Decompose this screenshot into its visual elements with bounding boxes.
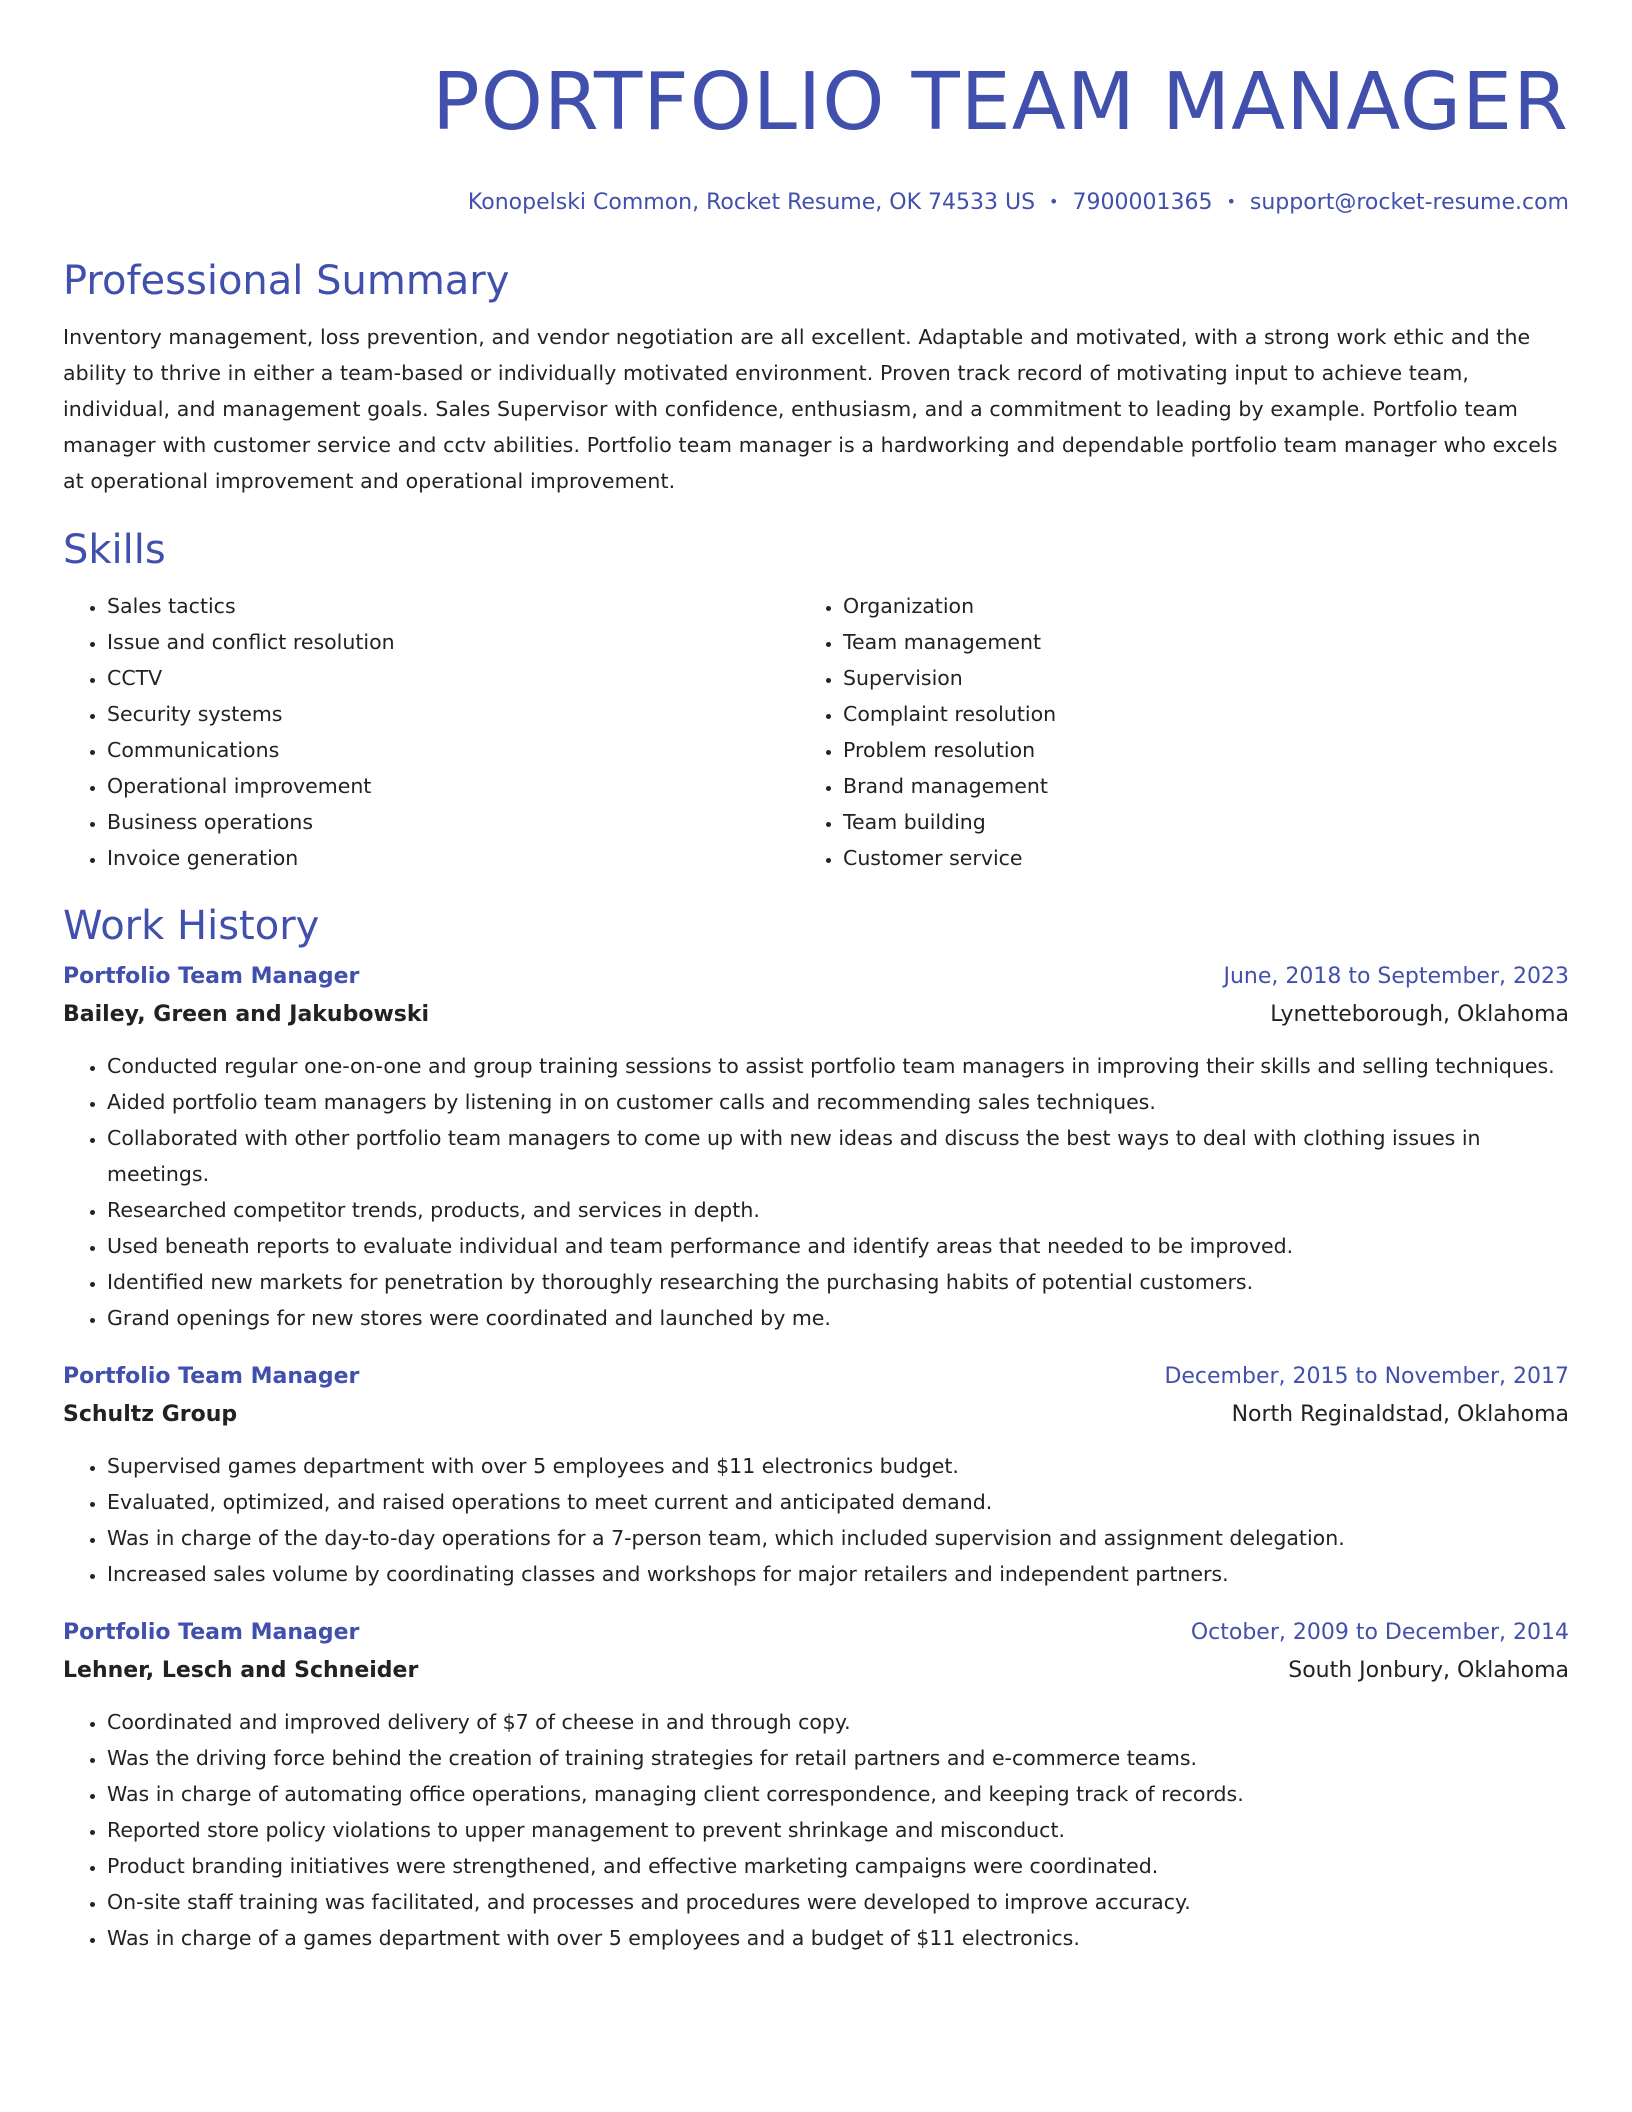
contact-line bbox=[63, 188, 1569, 217]
job-bullet: • Identified new markets for penetration by thoroughly researching the purchasing habits of potential customers. bbox=[107, 1264, 1569, 1300]
job-header bbox=[63, 1358, 1569, 1396]
job-bullet: • Aided portfolio team managers by listening in on customer calls and recommending sales techniques. bbox=[107, 1084, 1569, 1120]
job-entry bbox=[63, 1614, 1569, 1956]
job-company: Schultz Group bbox=[63, 1402, 238, 1427]
skill-item: • CCTV bbox=[107, 660, 799, 696]
job-bullets bbox=[63, 1704, 1569, 1956]
separator-dot: • bbox=[1226, 192, 1236, 211]
resume-name: PORTFOLIO TEAM MANAGER bbox=[432, 56, 1569, 148]
job-title: Portfolio Team Manager bbox=[63, 964, 360, 989]
job-title: Portfolio Team Manager bbox=[63, 1620, 360, 1645]
job-location: South Jonbury, Oklahoma bbox=[1288, 1658, 1569, 1683]
skill-item: • Organization bbox=[843, 588, 1559, 624]
job-bullet: • Reported store policy violations to upper management to prevent shrinkage and misconduct. bbox=[107, 1812, 1569, 1848]
skills-column-right bbox=[799, 588, 1559, 876]
job-bullets bbox=[63, 1448, 1569, 1592]
job-bullet: • Used beneath reports to evaluate individual and team performance and identify areas that needed to be improved. bbox=[107, 1228, 1569, 1264]
job-bullet: • On-site staff training was facilitated, and processes and procedures were developed to improve accuracy. bbox=[107, 1884, 1569, 1920]
skill-item: • Issue and conflict resolution bbox=[107, 624, 799, 660]
job-company: Lehner, Lesch and Schneider bbox=[63, 1658, 419, 1683]
contact-email: support@rocket-resume.com bbox=[1249, 190, 1569, 215]
skill-item: • Operational improvement bbox=[107, 768, 799, 804]
skill-item: • Security systems bbox=[107, 696, 799, 732]
summary-text: Inventory management, loss prevention, and vendor negotiation are all excellent. Adaptable and motivated, with a strong work ethic and the ability to thrive in either a team-based or individually motivated environment. Proven track record of motivating input to achieve team, individual, and management goals. Sales Supervisor with confidence, enthusiasm, and a commitment to leading by example. Portfolio team manager with customer service and cctv abilities. Portfolio team manager is a hardworking and dependable portfolio team manager who excels at operational improvement and operational improvement. bbox=[63, 325, 1558, 493]
job-bullet: • Evaluated, optimized, and raised operations to meet current and anticipated demand. bbox=[107, 1484, 1569, 1520]
job-location: North Reginaldstad, Oklahoma bbox=[1231, 1402, 1569, 1427]
job-bullet: • Conducted regular one-on-one and group training sessions to assist portfolio team managers in improving their skills and selling techniques. bbox=[107, 1048, 1569, 1084]
job-bullet: • Increased sales volume by coordinating classes and workshops for major retailers and independent partners. bbox=[107, 1556, 1569, 1592]
job-location: Lynetteborough, Oklahoma bbox=[1270, 1002, 1569, 1027]
skill-item: • Problem resolution bbox=[843, 732, 1559, 768]
skill-item: • Customer service bbox=[843, 840, 1559, 876]
work-history-heading: Work History bbox=[63, 903, 320, 949]
contact-address: Konopelski Common, Rocket Resume, OK 74533 US bbox=[467, 190, 1036, 215]
skill-item: • Supervision bbox=[843, 660, 1559, 696]
job-subheader bbox=[63, 1652, 1569, 1690]
job-header bbox=[63, 958, 1569, 996]
skills-heading: Skills bbox=[63, 527, 166, 573]
separator-dot: • bbox=[1049, 192, 1059, 211]
job-dates: October, 2009 to December, 2014 bbox=[1190, 1620, 1569, 1645]
summary-heading: Professional Summary bbox=[63, 258, 510, 304]
job-bullet: • Collaborated with other portfolio team managers to come up with new ideas and discuss the best ways to deal with clothing issues in meetings. bbox=[107, 1120, 1569, 1192]
job-dates: June, 2018 to September, 2023 bbox=[1223, 964, 1569, 989]
job-header bbox=[63, 1614, 1569, 1652]
skill-item: • Team building bbox=[843, 804, 1559, 840]
job-bullet: • Was in charge of a games department with over 5 employees and a budget of $11 electronics. bbox=[107, 1920, 1569, 1956]
skill-item: • Complaint resolution bbox=[843, 696, 1559, 732]
job-bullet: • Was in charge of automating office operations, managing client correspondence, and keeping track of records. bbox=[107, 1776, 1569, 1812]
skill-item: • Business operations bbox=[107, 804, 799, 840]
job-subheader bbox=[63, 996, 1569, 1034]
job-bullet: • Product branding initiatives were strengthened, and effective marketing campaigns were coordinated. bbox=[107, 1848, 1569, 1884]
job-dates: December, 2015 to November, 2017 bbox=[1164, 1364, 1569, 1389]
job-title: Portfolio Team Manager bbox=[63, 1364, 360, 1389]
skill-item: • Invoice generation bbox=[107, 840, 799, 876]
job-bullet: • Supervised games department with over 5 employees and $11 electronics budget. bbox=[107, 1448, 1569, 1484]
job-bullet: • Was in charge of the day-to-day operations for a 7-person team, which included supervision and assignment delegation. bbox=[107, 1520, 1569, 1556]
job-company: Bailey, Green and Jakubowski bbox=[63, 1002, 430, 1027]
job-bullet: • Was the driving force behind the creation of training strategies for retail partners and e-commerce teams. bbox=[107, 1740, 1569, 1776]
job-bullets bbox=[63, 1048, 1569, 1336]
skill-item: • Brand management bbox=[843, 768, 1559, 804]
skill-item: • Sales tactics bbox=[107, 588, 799, 624]
skills-column-left bbox=[63, 588, 799, 876]
job-bullet: • Researched competitor trends, products, and services in depth. bbox=[107, 1192, 1569, 1228]
contact-phone: 7900001365 bbox=[1072, 190, 1213, 215]
job-entry bbox=[63, 1358, 1569, 1592]
job-subheader bbox=[63, 1396, 1569, 1434]
job-bullet: • Coordinated and improved delivery of $7 of cheese in and through copy. bbox=[107, 1704, 1569, 1740]
job-bullet: • Grand openings for new stores were coordinated and launched by me. bbox=[107, 1300, 1569, 1336]
job-entry bbox=[63, 958, 1569, 1336]
skill-item: • Team management bbox=[843, 624, 1559, 660]
skill-item: • Communications bbox=[107, 732, 799, 768]
skills-list bbox=[63, 588, 1569, 876]
